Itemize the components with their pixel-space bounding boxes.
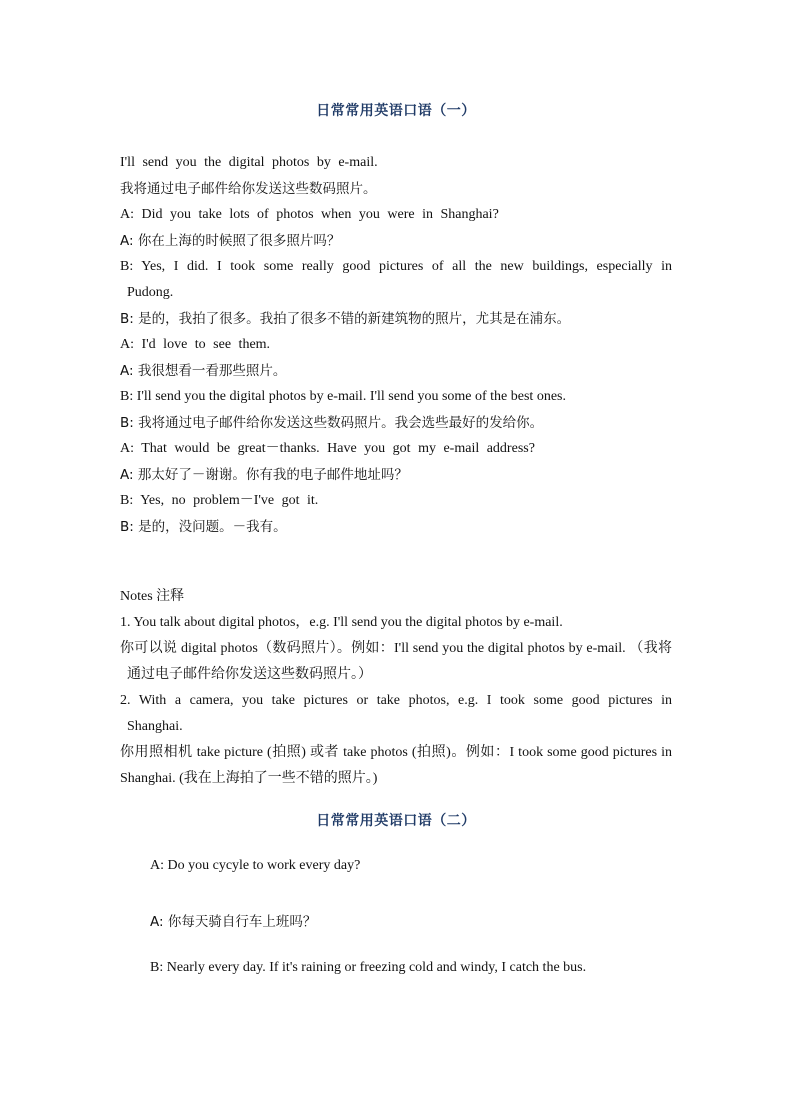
dialogue-line: B: 是的，没问题。－我有。 [120,519,287,535]
note-line: 你可以说 digital photos（数码照片）。例如：I'll send you the digital photos by e-mail. （我将通过电子邮件给你发送这些数码照片。） [120,641,672,682]
dialogue-line: B: Yes, no problem－I've got it. [120,493,319,508]
dialogue-line: A: 你每天骑自行车上班吗？ [150,914,317,930]
dialogue-line: A: 你在上海的时候照了很多照片吗？ [120,233,341,249]
notes-block [120,584,672,792]
dialogue-line: A: That would be great－thanks. Have you got my e-mail address? [120,441,535,456]
dialogue-line: B: 我将通过电子邮件给你发送这些数码照片。我会选些最好的发给你。 [120,415,544,431]
dialogue-line: B: Yes, I did. I took some really good pictures of all the new buildings, especially in Pudong. [120,259,672,300]
dialogue-line: A: I'd love to see them. [120,337,271,352]
section-title-2: 日常常用英语口语（二） [316,813,476,829]
dialogue-line: I'll send you the digital photos by e-mail. [120,155,378,170]
section-title-1: 日常常用英语口语（一） [316,103,476,119]
notes-heading: Notes 注释 [120,589,185,604]
dialogue-line: 我将通过电子邮件给你发送这些数码照片。 [120,181,377,197]
dialogue-line: B: 是的，我拍了很多。我拍了很多不错的新建筑物的照片，尤其是在浦东。 [120,311,571,327]
dialogue-line: A: 那太好了－谢谢。你有我的电子邮件地址吗？ [120,467,408,483]
dialogue-line: B: I'll send you the digital photos by e-mail. I'll send you some of the best ones. [120,389,566,404]
dialogue-line: B: Nearly every day. If it's raining or freezing cold and windy, I catch the bus. [150,960,587,975]
dialogue-line: A: Did you take lots of photos when you were in Shanghai? [120,207,499,222]
note-line: 你用照相机 take picture (拍照) 或者 take photos (拍照)。例如：I took some good pictures in Shanghai. (我在上海拍了一些不错的照片。) [120,745,672,786]
note-line: 2. With a camera, you take pictures or take photos, e.g. I took some good pictures in Shanghai. [120,693,672,734]
dialogue-block-1 [120,150,672,540]
dialogue-line: A: 我很想看一看那些照片。 [120,363,287,379]
dialogue-line: A: Do you cycyle to work every day? [150,858,361,873]
note-line: 1. You talk about digital photos，e.g. I'll send you the digital photos by e-mail. [120,615,563,630]
